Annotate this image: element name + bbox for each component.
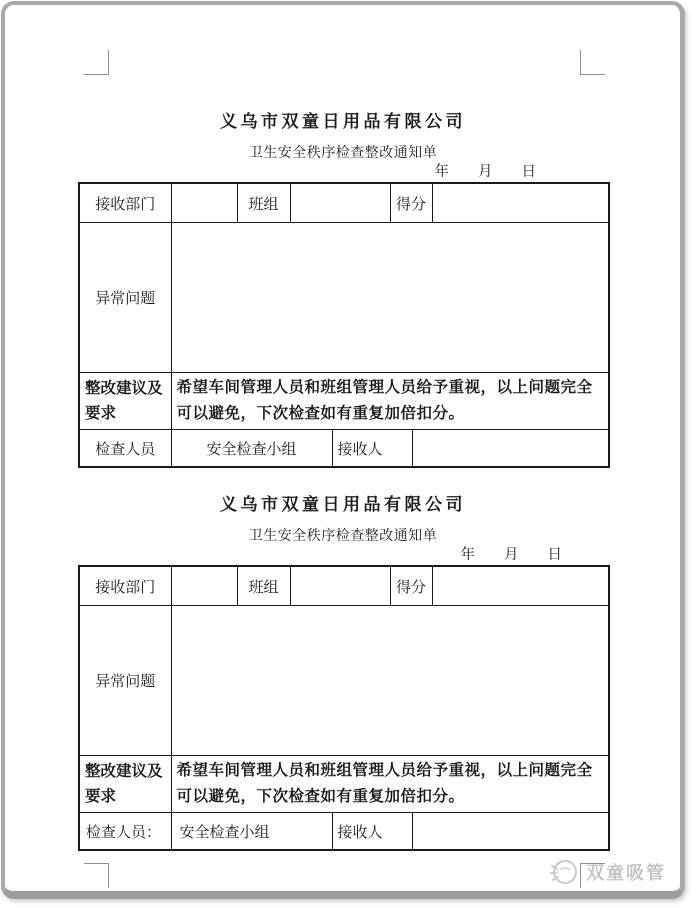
notice-form-2	[78, 494, 608, 851]
score-value	[432, 183, 609, 223]
team-value	[290, 183, 390, 223]
suggestion-text: 希望车间管理人员和班组管理人员给予重视，以上问题完全可以避免，下次检查如有重复加倍扣分。	[171, 756, 609, 813]
notice-table	[78, 565, 610, 851]
date-line: 年 月 日	[460, 547, 562, 563]
notice-form-1	[78, 111, 608, 468]
score-label: 得分	[390, 183, 432, 223]
suggestion-label: 整改建议及要求	[79, 373, 171, 430]
suggestion-label: 整改建议及要求	[79, 756, 171, 813]
receiving-dept-value	[171, 183, 237, 223]
inspector-value: 安全检查小组	[171, 813, 332, 851]
receiver-label: 接收人	[332, 813, 412, 851]
receiving-dept-value	[171, 566, 237, 606]
team-label: 班组	[237, 566, 290, 606]
issues-label: 异常问题	[79, 223, 171, 373]
notice-table	[78, 182, 610, 468]
company-title: 义乌市双童日用品有限公司	[220, 495, 466, 514]
receiving-dept-label: 接收部门	[79, 183, 171, 223]
company-title: 义乌市双童日用品有限公司	[220, 112, 466, 131]
issues-value	[171, 606, 609, 756]
score-value	[432, 566, 609, 606]
suggestion-text: 希望车间管理人员和班组管理人员给予重视，以上问题完全可以避免，下次检查如有重复加倍扣分。	[171, 373, 609, 430]
issues-value	[171, 223, 609, 373]
crop-mark-bottom-left	[84, 863, 109, 888]
date-line: 年 月 日	[434, 164, 536, 180]
receiver-value	[412, 813, 609, 851]
brand-watermark	[548, 856, 666, 888]
issues-label: 异常问题	[79, 606, 171, 756]
team-value	[290, 566, 390, 606]
crop-mark-top-right	[580, 50, 605, 75]
receiver-label: 接收人	[332, 430, 412, 468]
inspector-value: 安全检查小组	[171, 430, 332, 468]
receiving-dept-label: 接收部门	[79, 566, 171, 606]
score-label: 得分	[390, 566, 432, 606]
receiver-value	[412, 430, 609, 468]
watermark-text: 双童吸管	[586, 863, 666, 883]
inspector-label: 检查人员：	[79, 813, 171, 851]
inspector-label: 检查人员	[79, 430, 171, 468]
crop-mark-top-left	[84, 50, 109, 75]
form-title: 卫生安全秩序检查整改通知单	[248, 146, 438, 161]
form-title: 卫生安全秩序检查整改通知单	[248, 529, 438, 544]
shuangtong-logo-icon	[548, 856, 580, 888]
team-label: 班组	[237, 183, 290, 223]
